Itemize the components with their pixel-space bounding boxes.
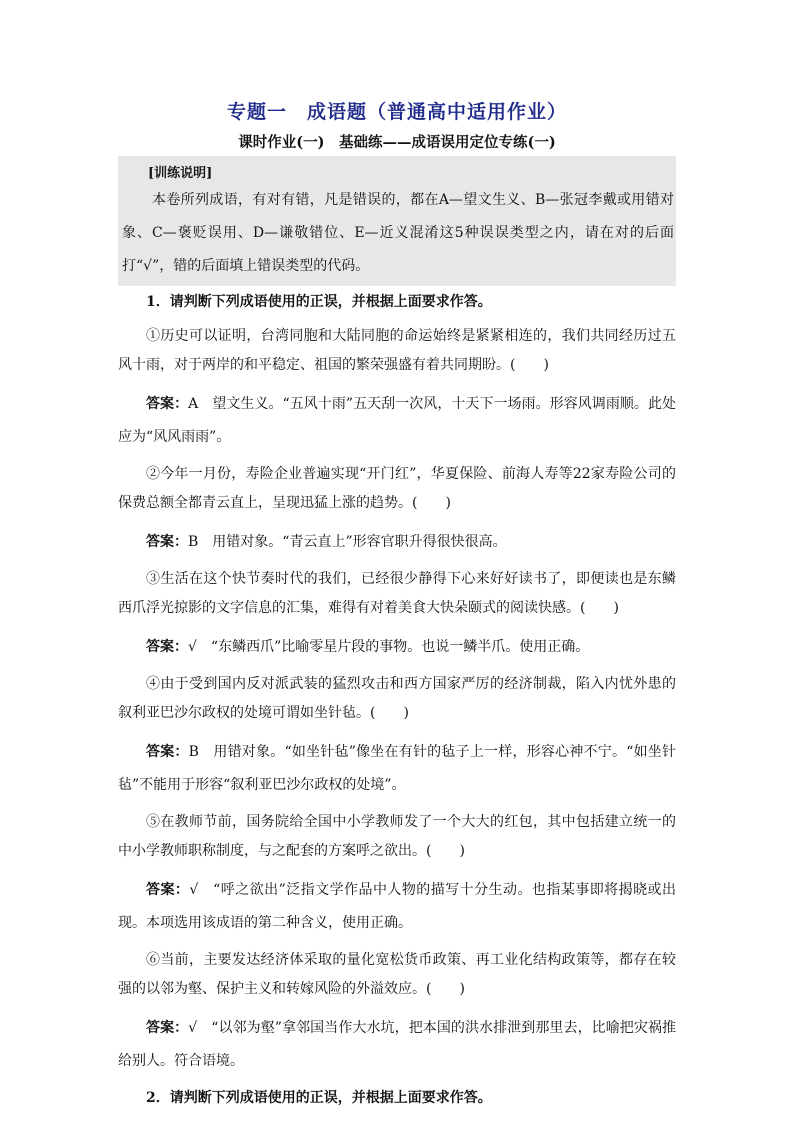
answer-item-2 [118, 526, 676, 559]
question-item-3: ③生活在这个快节奏时代的我们，已经很少静得下心来好好读书了，即便读也是东鳞西爪浮光掠影的文字信息的汇集，难得有对着美食大快朵颐式的阅读快感。( ) [118, 571, 676, 616]
answer-label: 答案： [146, 744, 189, 760]
document-subtitle: 课时作业(一) 基础练——成语误用定位专练(一) [238, 134, 556, 151]
instructions-text: 本卷所列成语，有对有错，凡是错误的，都在A—望文生义、B—张冠李戴或用错对象、C—褒贬误用、D—谦敬错位、E—近义混淆这5种误误类型之内，请在对的后面打“√”，错的后面填上错误类型的代码。 [122, 192, 674, 274]
question-item-1: ①历史可以证明，台湾同胞和大陆同胞的命运始终是紧紧相连的，我们共同经历过五风十雨，对于两岸的和平稳定、祖国的繁荣强盛有着共同期盼。( ) [118, 328, 676, 373]
question-heading-2: 2．请判断下列成语使用的正误，并根据上面要求作答。 [146, 1090, 492, 1106]
answer-item-3 [118, 631, 676, 664]
answer-text: B 用错对象。“青云直上”形容官职升得很快很高。 [188, 534, 507, 550]
question-item-4: ④由于受到国内反对派武装的猛烈攻击和西方国家严厉的经济制裁，陷入内忧外患的叙利亚巴沙尔政权的处境可谓如坐针毡。( ) [118, 676, 676, 721]
answer-label: 答案： [146, 396, 189, 412]
question-item-2: ②今年一月份，寿险企业普遍实现“开门红”，华夏保险、前海人寿等22家寿险公司的保费总额全都青云直上，呈现迅猛上涨的趋势。( ) [118, 466, 676, 511]
answer-item-1 [118, 388, 676, 454]
document-title: 专题一 成语题（普通高中适用作业） [226, 101, 567, 123]
answer-label: 答案： [146, 639, 188, 655]
answer-label: 答案： [146, 534, 188, 550]
question-item-6: ⑥当前，主要发达经济体采取的量化宽松货币政策、再工业化结构政策等，都存在较强的以邻为壑、保护主义和转嫁风险的外溢效应。( ) [118, 952, 676, 997]
answer-text: A 望文生义。“五风十雨”五天刮一次风，十天下一场雨。形容风调雨顺。此处应为“风风雨雨”。 [118, 396, 676, 445]
answer-text: √ “东鳞西爪”比喻零星片段的事物。也说一鳞半爪。使用正确。 [188, 639, 590, 655]
question-heading-1: 1．请判断下列成语使用的正误，并根据上面要求作答。 [146, 294, 492, 310]
exercise-content [118, 288, 676, 1118]
answer-label: 答案： [146, 882, 190, 898]
answer-item-6 [118, 1012, 676, 1078]
answer-item-4 [118, 736, 676, 802]
instructions-heading: [训练说明] [148, 166, 213, 181]
answer-label: 答案： [146, 1020, 189, 1036]
answer-text: √ “呼之欲出”泛指文学作品中人物的描写十分生动。也指某事即将揭晓或出现。本项选用该成语的第二种含义，使用正确。 [118, 882, 676, 931]
instructions-box [118, 156, 676, 286]
answer-text: B 用错对象。“如坐针毡”像坐在有针的毡子上一样，形容心神不宁。“如坐针毡”不能用于形容“叙利亚巴沙尔政权的处境”。 [118, 744, 676, 793]
answer-item-5 [118, 874, 676, 940]
answer-text: √ “以邻为壑”拿邻国当作大水坑，把本国的洪水排泄到那里去，比喻把灾祸推给别人。符合语境。 [118, 1020, 676, 1069]
question-item-5: ⑤在教师节前，国务院给全国中小学教师发了一个大大的红包，其中包括建立统一的中小学教师职称制度，与之配套的方案呼之欲出。( ) [118, 814, 676, 859]
